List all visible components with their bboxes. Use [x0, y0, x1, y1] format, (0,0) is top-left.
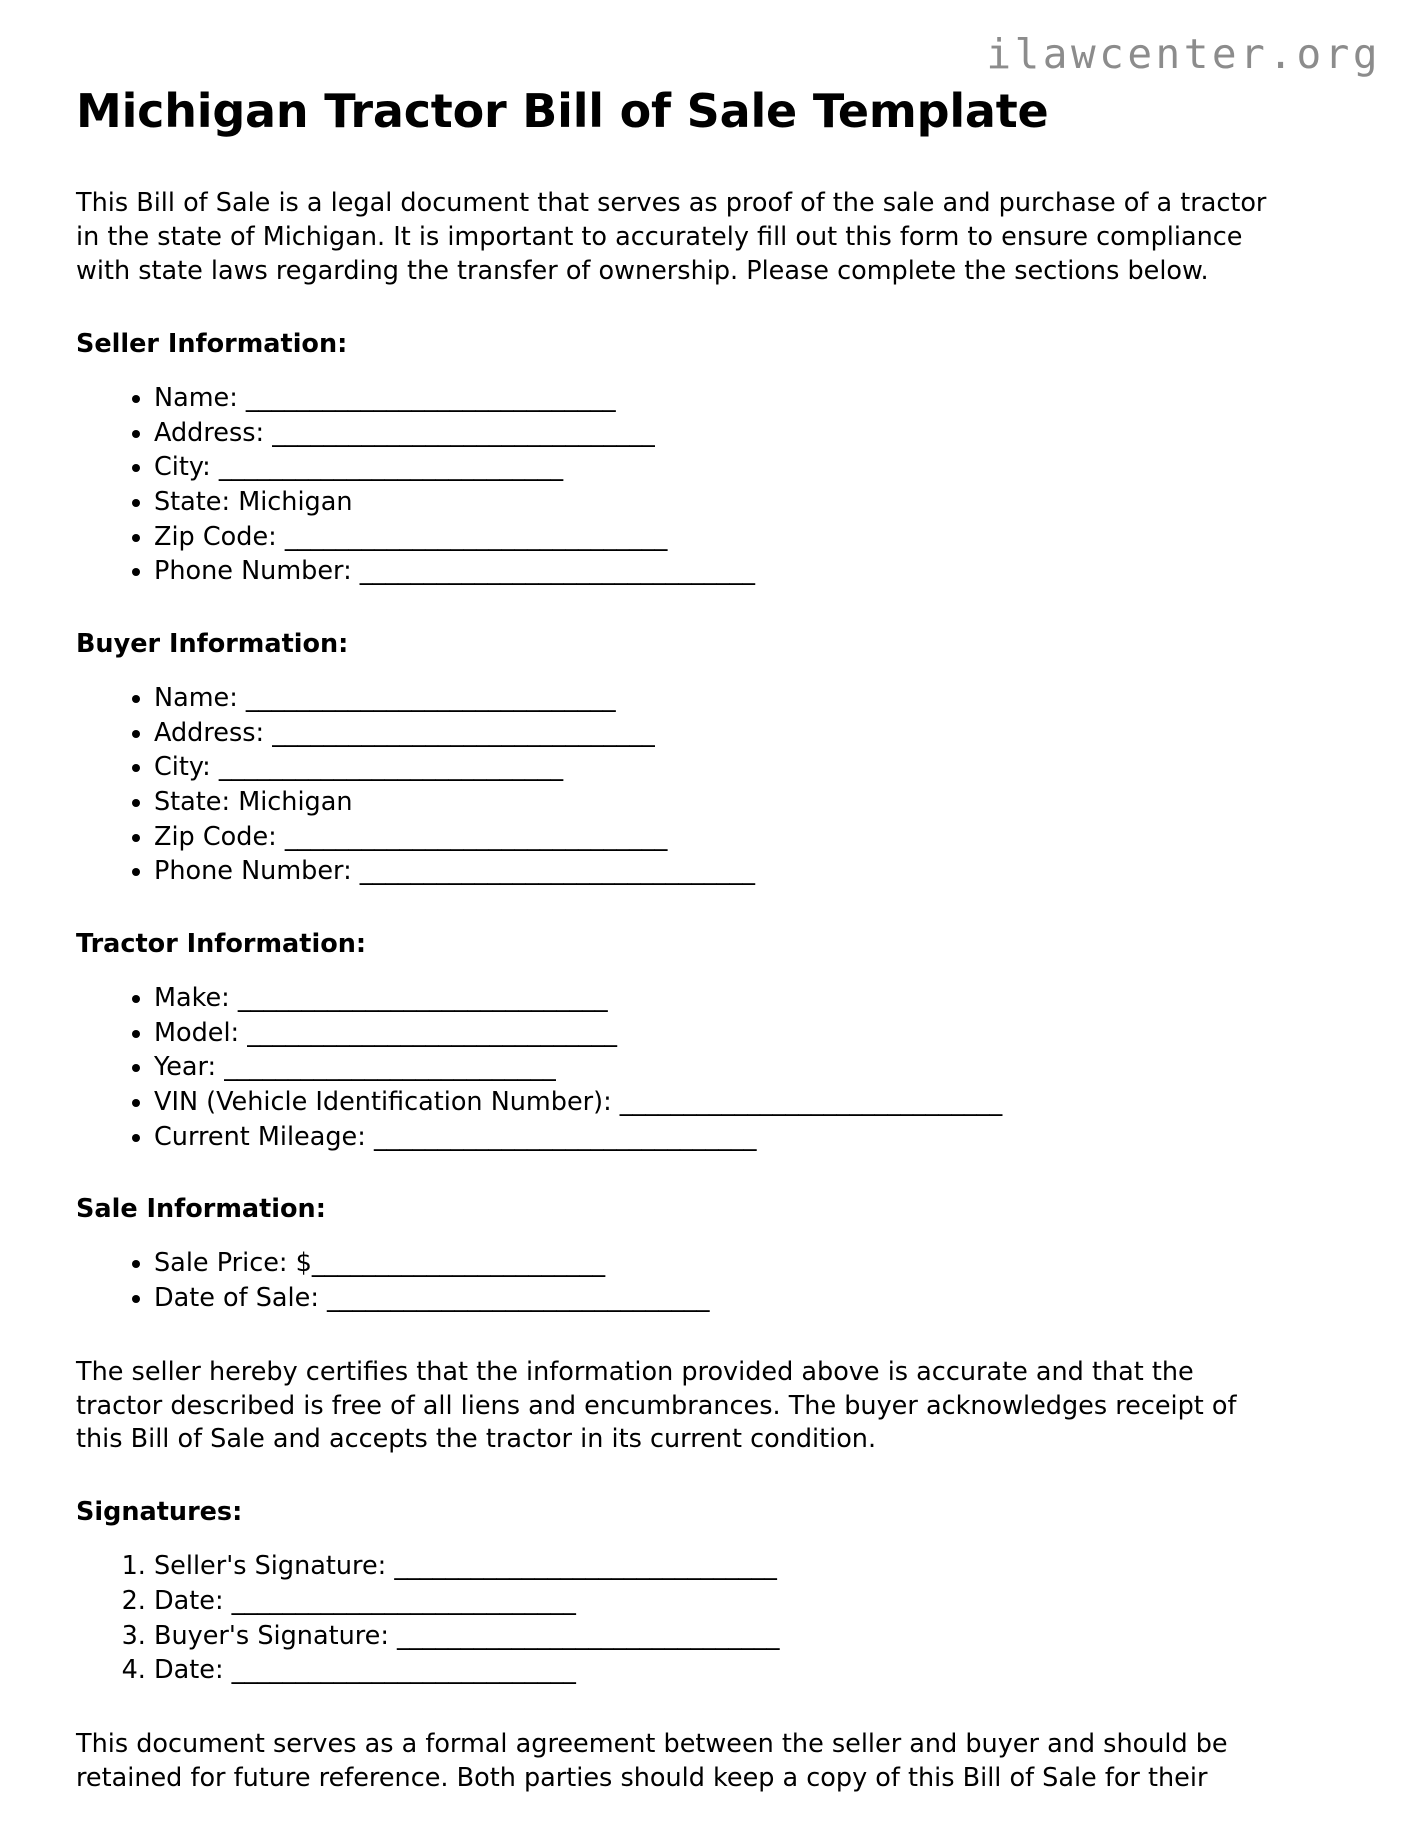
sale-field-list [76, 1246, 1338, 1315]
list-item: 4. Date: ___________________________ [154, 1653, 1338, 1688]
list-item: • State: Michigan [154, 785, 1338, 820]
intro-paragraph: This Bill of Sale is a legal document that serves as proof of the sale and purchase of a tractor in the state of Michigan. It is important to accurately fill out this form to ensure compliance with state laws regarding the transfer of ownership. Please complete the sections below. [76, 188, 1267, 286]
section-tractor-information [76, 929, 1338, 1154]
section-seller-information [76, 329, 1338, 589]
tractor-information-heading: Tractor Information: [76, 928, 367, 959]
buyer-field-list [76, 681, 1338, 889]
list-item: 1. Seller's Signature: ______________________________ [154, 1549, 1338, 1584]
list-item: • State: Michigan [154, 485, 1338, 520]
certification-paragraph: The seller hereby certifies that the information provided above is accurate and that the tractor described is free of all liens and encumbrances. The buyer acknowledges receipt of this Bill of Sale and accepts the tractor in its current condition. [76, 1356, 1237, 1455]
list-item: • City: ___________________________ [154, 750, 1338, 785]
list-item: 3. Buyer's Signature: ______________________________ [154, 1619, 1338, 1654]
closing-paragraph: This document serves as a formal agreement between the seller and buyer and should be retained for future reference. Both parties should keep a copy of this Bill of Sale for their [76, 1729, 1228, 1793]
buyer-information-heading: Buyer Information: [76, 628, 349, 659]
list-item: • Model: _____________________________ [154, 1016, 1338, 1051]
list-item: • Phone Number: _______________________________ [154, 554, 1338, 589]
page-title: Michigan Tractor Bill of Sale Template [76, 84, 1049, 138]
section-sale-information [76, 1194, 1338, 1315]
seller-field-list [76, 381, 1338, 589]
sale-information-heading: Sale Information: [76, 1194, 326, 1225]
list-item: 2. Date: ___________________________ [154, 1584, 1338, 1619]
tractor-field-list [76, 981, 1338, 1154]
list-item: • Zip Code: ______________________________ [154, 820, 1338, 855]
list-item: • Date of Sale: ______________________________ [154, 1281, 1338, 1316]
list-item: • Sale Price: $_______________________ [154, 1246, 1338, 1281]
section-buyer-information [76, 629, 1338, 889]
list-item: • Current Mileage: ______________________________ [154, 1120, 1338, 1155]
list-item: • Zip Code: ______________________________ [154, 520, 1338, 555]
list-item: • Year: __________________________ [154, 1050, 1338, 1085]
list-item: • VIN (Vehicle Identification Number): ______________________________ [154, 1085, 1338, 1120]
list-item: • Address: ______________________________ [154, 716, 1338, 751]
list-item: • Name: _____________________________ [154, 381, 1338, 416]
list-item: • City: ___________________________ [154, 450, 1338, 485]
section-signatures [76, 1497, 1338, 1688]
list-item: • Name: _____________________________ [154, 681, 1338, 716]
list-item: • Make: _____________________________ [154, 981, 1338, 1016]
signature-field-list [76, 1549, 1338, 1688]
signatures-heading: Signatures: [76, 1497, 243, 1528]
list-item: • Phone Number: _______________________________ [154, 854, 1338, 889]
site-watermark: ilawcenter.org [986, 30, 1381, 78]
document-content [76, 84, 1338, 1836]
seller-information-heading: Seller Information: [76, 328, 348, 359]
list-item: • Address: ______________________________ [154, 416, 1338, 451]
